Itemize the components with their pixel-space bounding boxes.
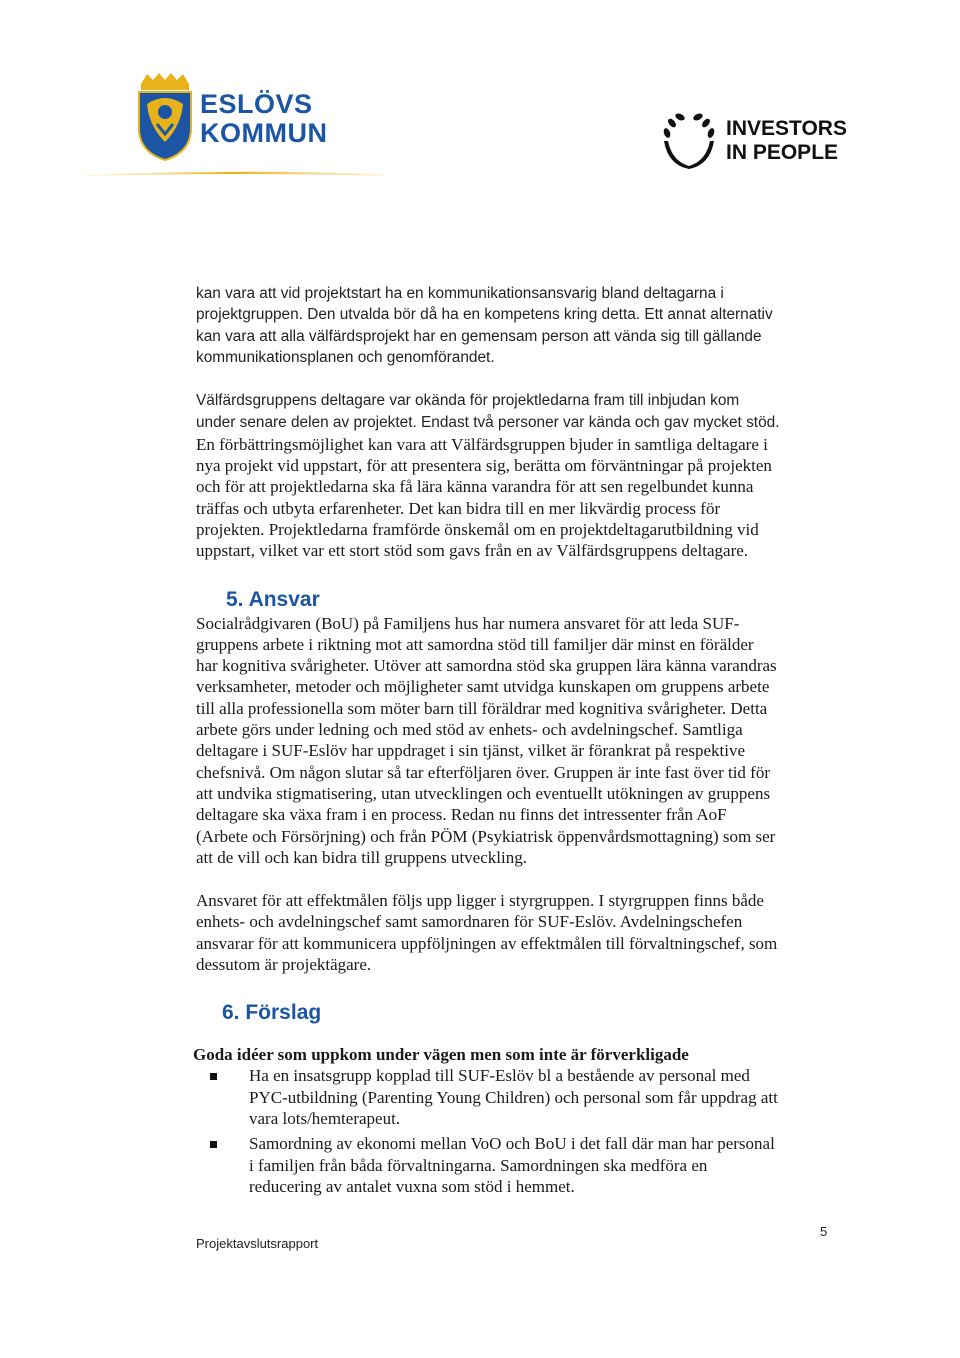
text-line: Ansvaret för att effektmålen följs upp ligger i styrgruppen. I styrgruppen finns både	[196, 891, 764, 911]
coat-of-arms-icon	[135, 72, 195, 162]
brand-swoosh	[85, 170, 385, 176]
square-bullet-icon	[210, 1073, 217, 1080]
text-line: deltagare ska växa fram i en process. Redan nu finns det intressenter från AoF	[196, 805, 727, 825]
text-line: En förbättringsmöjlighet kan vara att Välfärdsgruppen bjuder in samtliga deltagare i	[196, 434, 768, 454]
paragraph-communication	[196, 283, 836, 368]
text-line: deltagare i SUF-Eslöv har uppdraget i sin tjänst, vilket är förankrat på respektive	[196, 741, 746, 761]
text-line: Välfärdsgruppens deltagare var okända för projektledarna fram till inbjudan kom	[196, 392, 740, 410]
text-line: enhets- och avdelningschef samt samordnaren för SUF-Eslöv. Avdelningschefen	[196, 912, 743, 932]
text-line: dessutom är projektägare.	[196, 955, 372, 975]
text-line: chefsnivå. Om någon slutar så tar efterföljaren över. Gruppen är inte fast över tid för	[196, 762, 771, 782]
text-line: kan vara att alla välfärdsprojekt har en gemensam person att vända sig till gällande	[196, 327, 762, 345]
paragraph-ansvar-1	[196, 613, 836, 869]
footer-doc-title: Projektavslutsrapport	[196, 1236, 319, 1251]
text-line: projekten. Projektledarna framförde önskemål om en projektdeltagarutbildning vid	[196, 519, 759, 539]
page-number: 5	[820, 1224, 828, 1239]
text-line: projektgruppen. Den utvalda bör då ha en kompetens kring detta. Ett annat alternativ	[196, 306, 773, 324]
text-line: arbete görs under ledning och med stöd av enhets- och avdelningschef. Samtliga	[196, 720, 743, 740]
text-line: reducering av antalet vuxna som stöd i hemmet.	[249, 1176, 575, 1196]
municipality-line1: ESLÖVS	[200, 89, 313, 119]
text-line: verksamheter, metoder och möjligheter samt utvidga kunskapen om gruppens arbete	[196, 677, 770, 697]
text-line: Samordning av ekonomi mellan VoO och BoU i det fall där man har personal	[249, 1134, 775, 1154]
partner-line1: INVESTORS	[726, 117, 847, 140]
section-heading-ansvar: 5. Ansvar	[226, 587, 320, 611]
list-item	[196, 1065, 836, 1129]
partner-line2: IN PEOPLE	[726, 141, 839, 164]
paragraph-ansvar-2	[196, 890, 836, 975]
square-bullet-icon	[210, 1141, 217, 1148]
text-line: att de vill och kan bidra till gruppens utveckling.	[196, 847, 527, 867]
ideas-list	[196, 1065, 836, 1197]
list-item	[196, 1133, 836, 1197]
municipality-line2: KOMMUN	[200, 118, 328, 148]
text-line: Ha en insatsgrupp kopplad till SUF-Eslöv bl a bestående av personal med	[249, 1066, 750, 1086]
text-line: träffas och utbyta erfarenheter. Det kan bidra till en mer likvärdig process för	[196, 498, 721, 518]
laurel-wreath-icon	[658, 111, 720, 173]
text-line: i familjen från båda förvaltningarna. Samordningen ska medföra en	[249, 1155, 708, 1175]
partner-name	[726, 117, 847, 165]
text-line: kan vara att vid projektstart ha en kommunikationsansvarig bland deltagarna i	[196, 285, 724, 302]
text-line: (Arbete och Försörjning) och från PÖM (Psykiatrisk öppenvårdsmottagning) som ser	[196, 826, 776, 846]
municipality-name	[200, 90, 327, 148]
text-line: att undvika stigmatisering, utan utvecklingen och eventuellt utökningen av gruppens	[196, 783, 771, 803]
section-heading-forslag: 6. Förslag	[222, 1001, 322, 1025]
subheading-ideas: Goda idéer som uppkom under vägen men som inte är förverkligade	[193, 1045, 689, 1065]
text-line: nya projekt vid uppstart, för att presentera sig, berätta om förväntningar på projekten	[196, 456, 772, 476]
text-line: ansvarar för att kommunicera uppföljningen av effektmålen till förvaltningschef, som	[196, 933, 778, 953]
text-line: PYC-utbildning (Parenting Young Children) och personal som får uppdrag att	[249, 1087, 778, 1107]
text-line: Socialrådgivaren (BoU) på Familjens hus har numera ansvaret för att leda SUF-	[196, 613, 740, 633]
text-line: till alla professionella som möter barn till föräldrar med kognitiva svårigheter. Detta	[196, 698, 768, 718]
text-line: vara lots/hemterapeut.	[249, 1108, 401, 1128]
text-line: under senare delen av projektet. Endast två personer var kända och gav mycket stöd.	[196, 414, 780, 432]
text-line: uppstart, vilket var ett stort stöd som gavs från en av Välfärdsgruppens deltagare.	[196, 541, 749, 561]
document-body	[193, 283, 836, 1201]
text-line: kommunikationsplanen och genomförandet.	[196, 348, 495, 366]
page-header	[0, 0, 960, 200]
text-line: och för att projektledarna ska få lära känna varandra för att sen regelbundet kunna	[196, 477, 754, 497]
text-line: gruppens arbete i riktning mot att samordna stöd till familjer där minst en förälder	[196, 634, 754, 654]
text-line: har kognitiva svårigheter. Utöver att samordna stöd ska gruppen lära känna varandras	[196, 656, 777, 676]
paragraph-welfare-group	[196, 389, 836, 561]
